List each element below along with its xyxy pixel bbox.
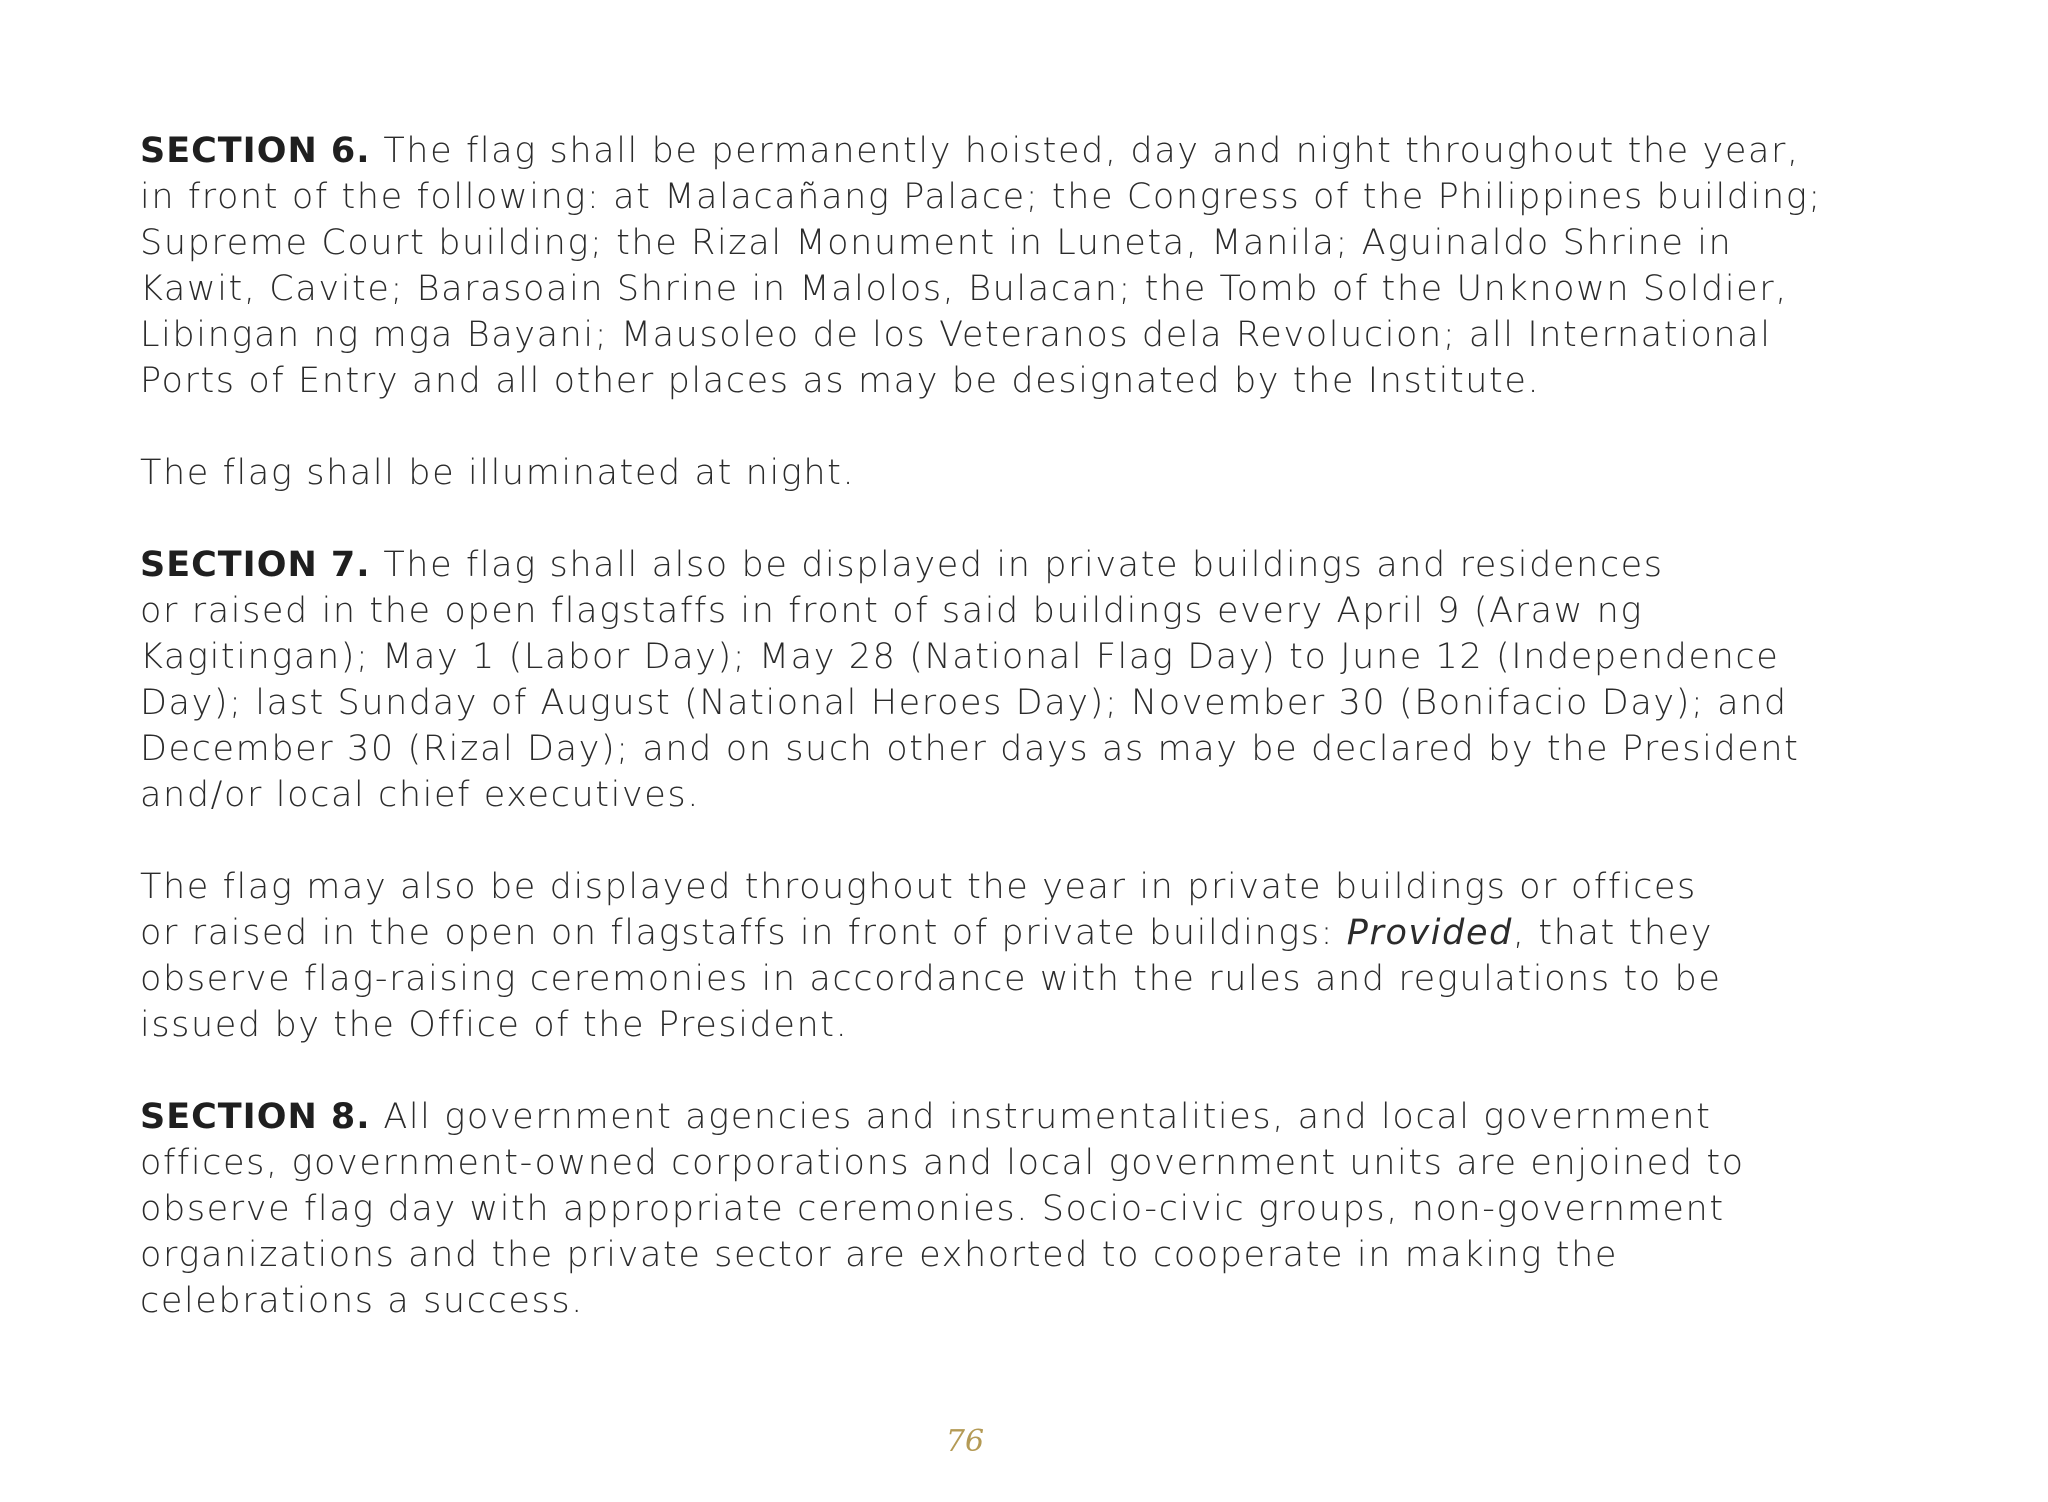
text-line: Kagitingan); May 1 (Labor Day); May 28 (National Flag Day) to June 12 (Independence xyxy=(140,637,1780,677)
text-line: organizations and the private sector are exhorted to cooperate in making the xyxy=(140,1235,1619,1275)
document-body xyxy=(140,128,1840,1370)
text-line xyxy=(140,1094,1840,1140)
text-line: The flag may also be displayed throughout the year in private buildings or offices xyxy=(140,867,1697,907)
illumination-paragraph xyxy=(140,450,1840,496)
text-line: and/or local chief executives. xyxy=(140,775,700,815)
text-span: or raised in the open on flagstaffs in front of private buildings: xyxy=(140,913,1347,953)
text-line xyxy=(140,542,1840,588)
text-line: celebrations a success. xyxy=(140,1281,584,1321)
section-7-heading: SECTION 7. xyxy=(140,545,371,585)
text-line: offices, government-owned corporations and local government units are enjoined to xyxy=(140,1143,1745,1183)
text-span: The flag shall also be displayed in private buildings and residences xyxy=(370,545,1664,585)
section-7-paragraph xyxy=(140,542,1840,818)
section-6-heading: SECTION 6. xyxy=(140,131,371,171)
text-span: All government agencies and instrumentalities, and local government xyxy=(370,1097,1712,1137)
text-line: Day); last Sunday of August (National Heroes Day); November 30 (Bonifacio Day); and xyxy=(140,683,1788,723)
private-display-paragraph xyxy=(140,864,1840,1048)
text-line: The flag shall be illuminated at night. xyxy=(140,453,856,493)
page-number: 76 xyxy=(945,1424,985,1459)
text-line: Supreme Court building; the Rizal Monument in Luneta, Manila; Aguinaldo Shrine in xyxy=(140,223,1733,263)
text-line xyxy=(140,128,1840,174)
text-span: , that they xyxy=(1512,913,1714,953)
text-line: or raised in the open flagstaffs in front of said buildings every April 9 (Araw ng xyxy=(140,591,1644,631)
text-span: The flag shall be permanently hoisted, day and night throughout the year, xyxy=(370,131,1800,171)
text-line: Kawit, Cavite; Barasoain Shrine in Malolos, Bulacan; the Tomb of the Unknown Soldier, xyxy=(140,269,1789,309)
section-8-paragraph xyxy=(140,1094,1840,1324)
text-line: observe flag-raising ceremonies in accordance with the rules and regulations to be xyxy=(140,959,1722,999)
section-8-heading: SECTION 8. xyxy=(140,1097,371,1137)
text-line: Libingan ng mga Bayani; Mausoleo de los Veteranos dela Revolucion; all International xyxy=(140,315,1772,355)
provided-emphasis: Provided xyxy=(1346,913,1513,953)
text-line: observe flag day with appropriate ceremonies. Socio-civic groups, non-government xyxy=(140,1189,1725,1229)
text-line xyxy=(140,910,1840,956)
text-line: Ports of Entry and all other places as may be designated by the Institute. xyxy=(140,361,1541,401)
text-line: issued by the Office of the President. xyxy=(140,1005,849,1045)
section-6-paragraph xyxy=(140,128,1840,404)
text-line: in front of the following: at Malacañang Palace; the Congress of the Philippines building; xyxy=(140,177,1822,217)
text-line: December 30 (Rizal Day); and on such other days as may be declared by the President xyxy=(140,729,1800,769)
